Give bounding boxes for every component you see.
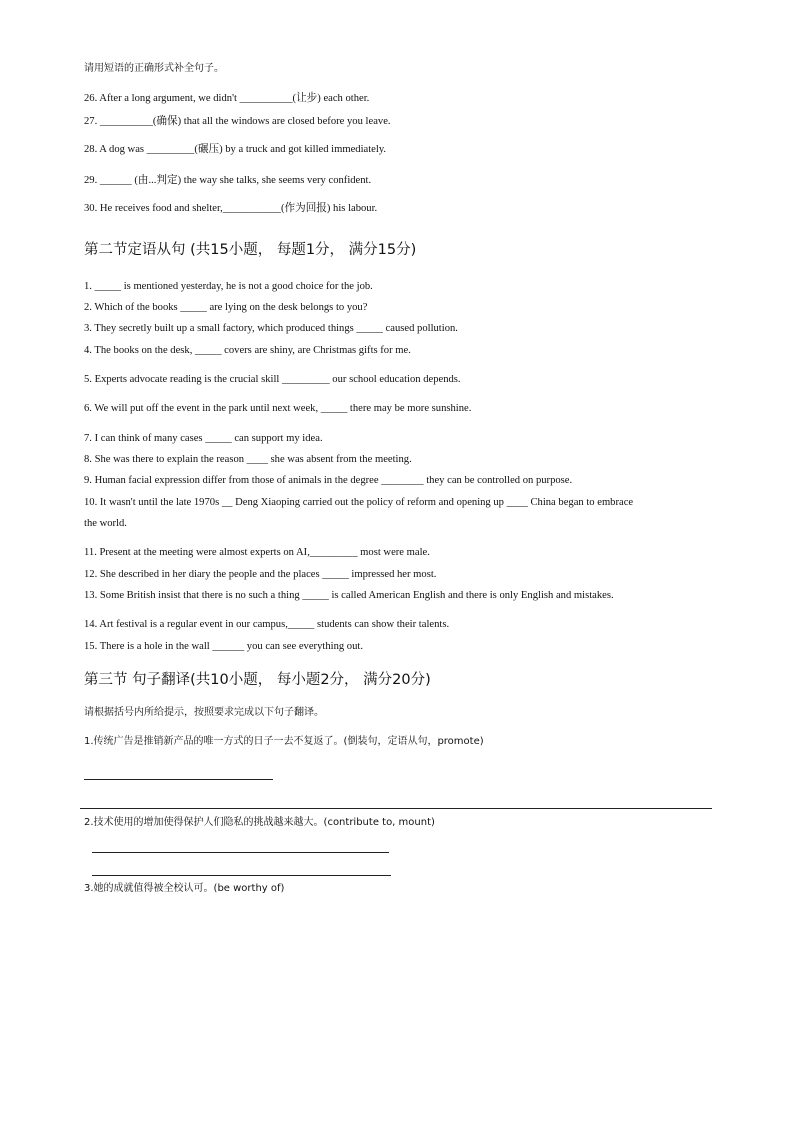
translation-item-2: 2.技术使用的增加使得保护人们隐私的挑战越来越大。(contribute to, mount): [84, 817, 435, 828]
part1-instruction: 请用短语的正确形式补全句子。: [84, 63, 224, 74]
clause-item-5: 5. Experts advocate reading is the crucial skill _________ our school education depends.: [84, 374, 461, 385]
clause-item-1: 1. _____ is mentioned yesterday, he is not a good choice for the job.: [84, 281, 373, 292]
fill-item-27: 27. __________(确保) that all the windows are closed before you leave.: [84, 116, 391, 127]
clause-item-2: 2. Which of the books _____ are lying on the desk belongs to you?: [84, 302, 368, 313]
answer-line-3: [92, 852, 389, 853]
fill-item-28: 28. A dog was _________(碾压) by a truck and got killed immediately.: [84, 144, 387, 155]
fill-item-29: 29. ______ (由...判定) the way she talks, she seems very confident.: [84, 175, 372, 186]
clause-item-6: 6. We will put off the event in the park until next week, _____ there may be more sunshine.: [84, 403, 472, 414]
clause-item-9: 9. Human facial expression differ from those of animals in the degree ________ they can be controlled on purpose.: [84, 475, 573, 486]
clause-item-8: 8. She was there to explain the reason ____ she was absent from the meeting.: [84, 454, 412, 465]
clause-item-11: 11. Present at the meeting were almost experts on AI,_________ most were male.: [84, 547, 430, 558]
translation-item-1: 1.传统广告是推销新产品的唯一方式的日子一去不复返了。(倒装句，定语从句，promote): [84, 736, 484, 747]
answer-line-1: [84, 779, 273, 780]
translation-item-3: 3.她的成就值得被全校认可。(be worthy of): [84, 883, 285, 894]
clause-item-13: 13. Some British insist that there is no such a thing _____ is called American English and there is only English and mistakes.: [84, 590, 614, 601]
clause-item-10-continued: the world.: [84, 518, 127, 529]
answer-line-2: [80, 808, 712, 809]
part3-instruction: 请根据括号内所给提示，按照要求完成以下句子翻译。: [84, 707, 324, 718]
clause-item-10: 10. It wasn't until the late 1970s __ Deng Xiaoping carried out the policy of reform and opening up ____ China began to embrace: [84, 497, 634, 508]
clause-item-4: 4. The books on the desk, _____ covers are shiny, are Christmas gifts for me.: [84, 345, 411, 356]
clause-item-7: 7. I can think of many cases _____ can support my idea.: [84, 433, 323, 444]
clause-item-15: 15. There is a hole in the wall ______ you can see everything out.: [84, 641, 363, 652]
section-2-title: 第二节定语从句 (共15小题， 每题1分， 满分15分): [84, 242, 417, 258]
fill-item-26: 26. After a long argument, we didn't __________(让步) each other.: [84, 93, 370, 104]
answer-line-4: [92, 875, 391, 876]
clause-item-12: 12. She described in her diary the people and the places _____ impressed her most.: [84, 569, 437, 580]
section-3-title: 第三节 句子翻译(共10小题， 每小题2分， 满分20分): [84, 672, 431, 688]
fill-item-30: 30. He receives food and shelter,___________(作为回报) his labour.: [84, 203, 378, 214]
clause-item-3: 3. They secretly built up a small factory, which produced things _____ caused pollution.: [84, 323, 458, 334]
clause-item-14: 14. Art festival is a regular event in our campus,_____ students can show their talents.: [84, 619, 450, 630]
